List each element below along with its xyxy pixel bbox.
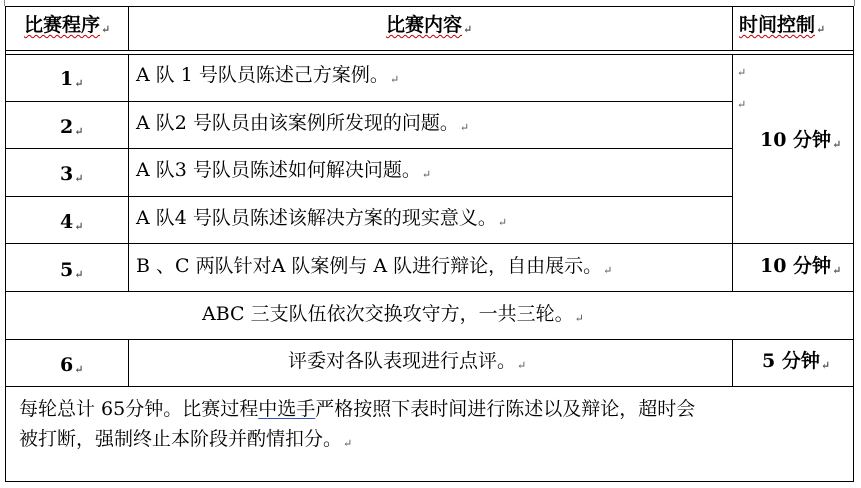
- row-number-6: 6↵: [60, 354, 84, 376]
- table-border: [128, 6, 129, 51]
- table-border: [5, 481, 853, 482]
- table-border: [5, 339, 853, 340]
- row-content-4: A 队4 号队员陈述该解决方案的现实意义。↵: [136, 207, 508, 229]
- exchange-row-text: ABC 三支队伍依次交换攻守方，一共三轮。↵: [202, 303, 584, 325]
- row-number-4: 4↵: [60, 211, 84, 233]
- row-content-6: 评委对各队表现进行点评。↵: [288, 350, 527, 372]
- table-border: [853, 6, 854, 482]
- row-content-5: B 、C 两队针对A 队案例与 A 队进行辩论，自由展示。↵: [136, 255, 613, 277]
- footer-note-line2: 被打断，强制终止本阶段并酌情扣分。↵: [19, 428, 353, 450]
- header-content-text: 比赛内容: [386, 14, 463, 36]
- table-border: [5, 101, 732, 102]
- table-border: [5, 196, 732, 197]
- merged-time-cell: 10 分钟↵: [760, 129, 842, 151]
- table-border: [5, 148, 732, 149]
- table-border: [5, 386, 853, 387]
- header-cell-procedure: 比赛程序↵: [24, 14, 111, 36]
- table-border: [732, 6, 733, 51]
- header-cell-content: 比赛内容↵: [386, 14, 473, 36]
- table-border: [5, 50, 853, 51]
- row-number-3: 3↵: [60, 163, 84, 185]
- row-content-2: A 队2 号队员由该案例所发现的问题。↵: [136, 112, 470, 134]
- row-time-5: 10 分钟↵: [760, 255, 842, 277]
- table-border: [5, 243, 853, 244]
- table-border: [5, 291, 853, 292]
- header-procedure-text: 比赛程序: [24, 14, 101, 36]
- row-number-2: 2↵: [60, 116, 84, 138]
- row-time-6: 5 分钟↵: [762, 350, 831, 372]
- table-border: [5, 6, 6, 482]
- empty-paragraph-mark: ↵: [737, 66, 747, 79]
- row-content-3: A 队3 号队员陈述如何解决问题。↵: [136, 159, 432, 181]
- empty-paragraph-mark: ↵: [737, 98, 747, 111]
- row-number-1: 1↵: [60, 68, 84, 90]
- row-number-5: 5↵: [60, 259, 84, 281]
- table-border: [732, 339, 733, 386]
- table-border: [128, 54, 129, 291]
- footer-note-line1: 每轮总计 65分钟。比赛过程中选手严格按照下表时间进行陈述以及辩论，超时会: [19, 398, 696, 420]
- top-right-corner-mark: [854, 0, 855, 6]
- header-time-text: 时间控制: [739, 14, 816, 36]
- table-border: [128, 339, 129, 386]
- table-border: [5, 54, 853, 55]
- header-cell-time: 时间控制↵: [739, 14, 826, 36]
- table-border: [5, 6, 853, 7]
- row-content-1: A 队 1 号队员陈述己方案例。↵: [136, 64, 400, 86]
- table-border: [732, 54, 733, 291]
